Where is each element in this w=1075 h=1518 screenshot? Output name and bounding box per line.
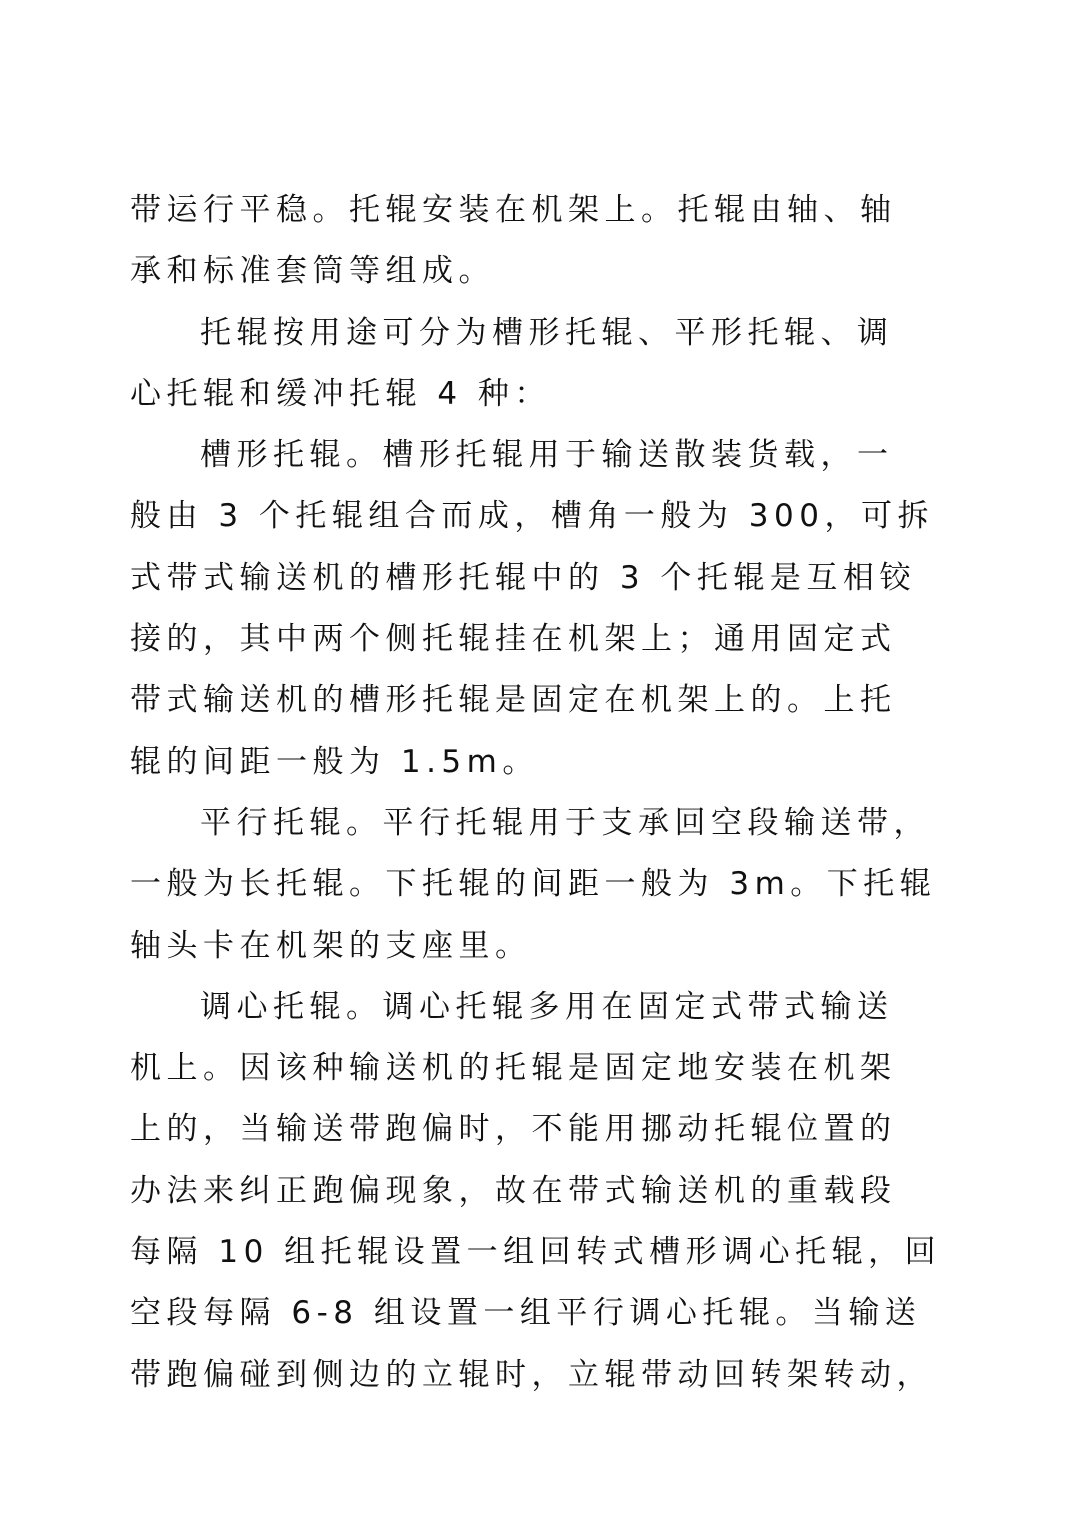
text-line: 式带式输送机的槽形托辊中的 3 个托辊是互相铰	[130, 559, 916, 596]
text-line: 般由 3 个托辊组合而成，槽角一般为 300，可拆	[130, 498, 934, 535]
text-line: 辊的间距一般为 1.5m。	[130, 743, 539, 780]
text-line: 带式输送机的槽形托辊是固定在机架上的。上托	[130, 682, 897, 719]
paragraph-5	[130, 977, 960, 1406]
paragraph-4	[130, 793, 960, 977]
text-line: 空段每隔 6-8 组设置一组平行调心托辊。当输送	[130, 1295, 922, 1332]
paragraph-3	[130, 425, 960, 793]
text-line: 上的，当输送带跑偏时，不能用挪动托辊位置的	[130, 1111, 897, 1148]
text-line: 调心托辊。调心托辊多用在固定式带式输送	[200, 988, 894, 1025]
text-line: 心托辊和缓冲托辊 4 种：	[130, 375, 551, 412]
text-line: 承和标准套筒等组成。	[130, 253, 495, 290]
text-line: 办法来纠正跑偏现象，故在带式输送机的重载段	[130, 1172, 897, 1209]
text-line: 带跑偏碰到侧边的立辊时，立辊带动回转架转动，	[130, 1356, 933, 1393]
text-line: 接的，其中两个侧托辊挂在机架上；通用固定式	[130, 621, 897, 658]
text-line: 一般为长托辊。下托辊的间距一般为 3m。下托辊	[130, 866, 937, 903]
paragraph-1	[130, 180, 960, 303]
text-line: 托辊按用途可分为槽形托辊、平形托辊、调	[200, 314, 894, 351]
text-line: 机上。因该种输送机的托辊是固定地安装在机架	[130, 1050, 897, 1087]
paragraph-2	[130, 303, 960, 426]
document-body	[130, 180, 960, 1406]
text-line: 平行托辊。平行托辊用于支承回空段输送带，	[200, 804, 930, 841]
text-line: 槽形托辊。槽形托辊用于输送散装货载，一	[200, 437, 894, 474]
text-line: 每隔 10 组托辊设置一组回转式槽形调心托辊，回	[130, 1234, 942, 1271]
text-line: 轴头卡在机架的支座里。	[130, 927, 532, 964]
text-line: 带运行平稳。托辊安装在机架上。托辊由轴、轴	[130, 192, 897, 228]
